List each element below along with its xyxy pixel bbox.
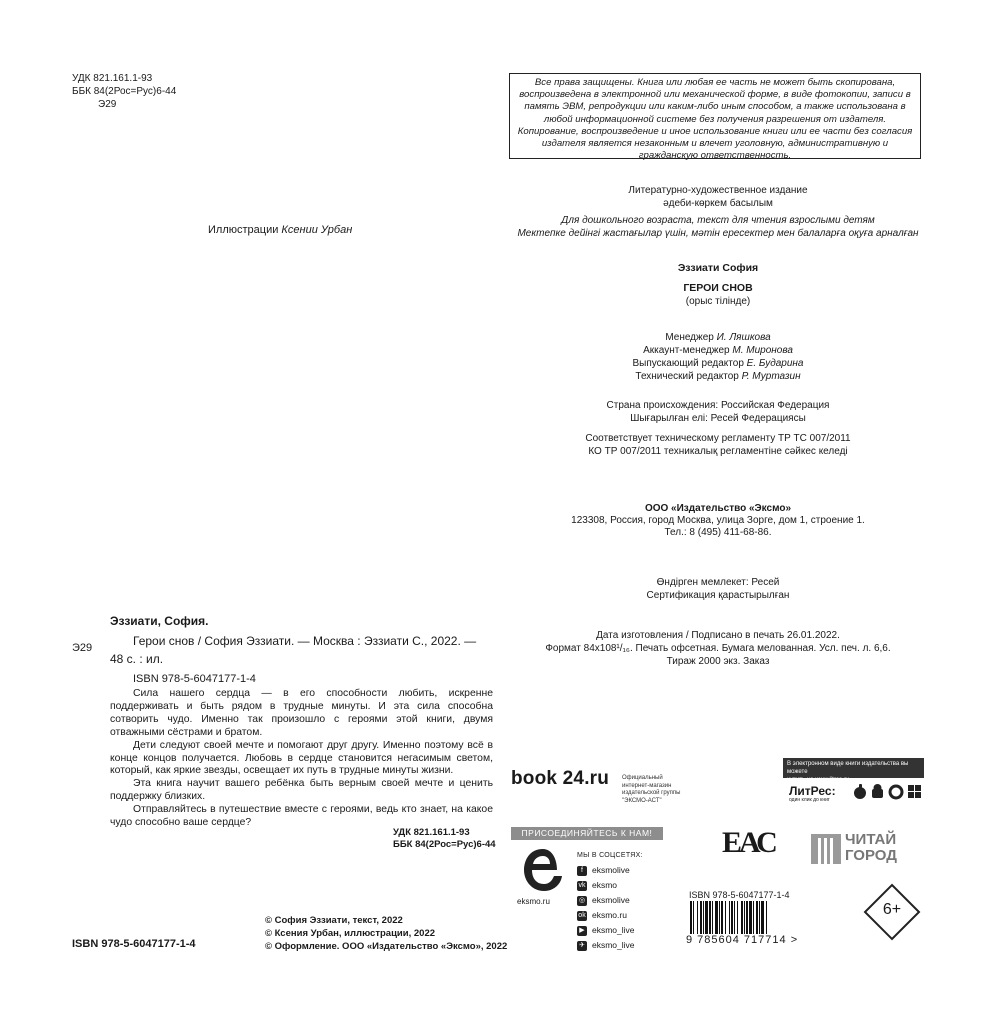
social-ok: ok eksmo.ru bbox=[578, 910, 627, 920]
social-instagram: ◎ eksmolive bbox=[578, 895, 630, 905]
age-note-ru: Для дошкольного возраста, текст для чтения взрослыми детям bbox=[561, 215, 875, 226]
print-info bbox=[500, 629, 936, 668]
ok-icon: ok bbox=[578, 911, 586, 919]
litres-tagline: один клик до книг bbox=[789, 797, 830, 803]
chitai-gorod-logo bbox=[811, 832, 927, 871]
chitai-line2: ГОРОД bbox=[845, 847, 897, 864]
card-isbn: ISBN 978-5-6047177-1-4 bbox=[133, 673, 256, 685]
card-author: Эззиати, София. bbox=[110, 614, 209, 628]
annotation-paragraph: Эта книга научит вашего ребёнка быть верным своей мечте и ценить поддержку близких. bbox=[110, 778, 493, 803]
platform-icons bbox=[852, 784, 924, 805]
litres-logo: ЛитРес: bbox=[789, 784, 836, 798]
apple-icon bbox=[854, 784, 866, 799]
print-format: Формат 84x108¹/₁₆. Печать офсетная. Бумага мелованная. Усл. печ. л. 6,6. bbox=[545, 643, 891, 654]
staff-account-manager: Аккаунт-менеджер М. Миронова bbox=[643, 345, 793, 356]
copyright-line: © София Эззиати, текст, 2022 bbox=[265, 915, 403, 926]
vk-icon: vk bbox=[578, 881, 586, 889]
windows-icon bbox=[908, 785, 921, 798]
age-rating-badge bbox=[863, 883, 921, 941]
facebook-icon: f bbox=[577, 866, 587, 876]
card-bbk: ББК 84(2Рос=Рус)6-44 bbox=[393, 839, 496, 850]
isbn-bottom: ISBN 978-5-6047177-1-4 bbox=[72, 938, 196, 950]
social-telegram: ✈ eksmo_live bbox=[577, 939, 635, 951]
youtube-icon: ▶ bbox=[577, 926, 587, 936]
udk-block-top bbox=[72, 72, 176, 111]
staff-editor: Выпускающий редактор Е. Бударина bbox=[632, 358, 804, 369]
card-pages: 48 с. : ил. bbox=[110, 652, 164, 666]
origin-ru: Страна происхождения: Российская Федерация bbox=[606, 400, 830, 411]
join-us-banner: ПРИСОЕДИНЯЙТЕСЬ К НАМ! bbox=[511, 827, 663, 840]
book24-logo: book 24.ru bbox=[511, 768, 610, 789]
card-code: Э29 bbox=[72, 642, 93, 654]
author-code: Э29 bbox=[98, 99, 117, 110]
social-title: МЫ В СОЦСЕТЯХ: bbox=[577, 852, 643, 859]
social-facebook: f eksmolive bbox=[577, 864, 630, 876]
origin-kz: Шығарылған елі: Ресей Федерациясы bbox=[630, 413, 806, 424]
maker-kz: Өндірген мемлекет: Ресей bbox=[656, 577, 780, 588]
card-description: Герои снов / София Эззиати. — Москва : Эззиати С., 2022. — bbox=[133, 634, 477, 648]
annotation-paragraph: Дети следуют своей мечте и помогают друг другу. Именно поэтому всё в конце концов получается. Любовь в сердце становится негасимым светом, который, как яркие звезды, освещает их путь в трудные минуты жизни. bbox=[110, 739, 493, 777]
annotation-paragraph: Сила нашего сердца — в его способности любить, искренне поддерживать и быть рядом в трудные минуты. И эта сила способна сотворить чудо. Именно так произошло с героями этой книги, двумя отважными сёстрами и братом. bbox=[110, 688, 493, 738]
publisher-phone: Тел.: 8 (495) 411-68-86. bbox=[664, 527, 772, 538]
imprint-author: Эззиати София bbox=[677, 262, 759, 274]
book24-description: Официальный интернет-магазин издательской группы "ЭКСМО-АСТ" bbox=[622, 775, 681, 804]
edition-type-ru: Литературно-художественное издание bbox=[628, 185, 808, 196]
staff-tech-editor: Технический редактор Р. Муртазин bbox=[635, 371, 801, 382]
print-date: Дата изготовления / Подписано в печать 26.01.2022. bbox=[596, 630, 840, 641]
eksmo-logo-icon bbox=[521, 845, 565, 900]
litres-banner: В электронном виде книги издательства вы можете купить на www.litres.ru bbox=[783, 758, 924, 778]
card-classification bbox=[393, 827, 496, 851]
annotation bbox=[110, 688, 493, 830]
rights-notice: Все права защищены. Книга или любая ее часть не может быть скопирована, воспроизведена в электронной или механической форме, в виде фотокопии, записи в память ЭВМ, репродукции или каким-либо иным способом, а также использована в любой информационной системе без получения разрешения от издателя. Копирование, воспроизведение и иное использование книги или ее части без согласия издателя является незаконным и влечет уголовную, административную и гражданскую ответственность. bbox=[509, 73, 921, 159]
gear-icon bbox=[890, 786, 902, 798]
social-youtube: ▶ eksmo_live bbox=[577, 924, 635, 936]
book-title: ГЕРОИ СНОВ bbox=[683, 282, 753, 294]
barcode-isbn: ISBN 978-5-6047177-1-4 bbox=[689, 890, 790, 900]
eac-mark: ЕАС bbox=[722, 826, 775, 859]
staff-manager: Менеджер И. Ляшкова bbox=[665, 332, 771, 343]
publisher-address: 123308, Россия, город Москва, улица Зорге, дом 1, строение 1. bbox=[571, 515, 865, 526]
print-run: Тираж 2000 экз. Заказ bbox=[666, 656, 770, 667]
cert-kz: Сертификация қарастырылған bbox=[646, 590, 790, 601]
chitai-line1: ЧИТАЙ bbox=[845, 831, 897, 848]
language-note: (орыс тілінде) bbox=[685, 296, 751, 307]
eksmo-url: eksmo.ru bbox=[517, 897, 550, 906]
copyright-line: © Ксения Урбан, иллюстрации, 2022 bbox=[265, 928, 436, 939]
annotation-paragraph: Отправляйтесь в путешествие вместе с героями, ведь кто знает, на какое чудо способно ваше сердце? bbox=[110, 804, 493, 829]
regulation-kz: КО ТР 007/2011 техникалық регламентіне сәйкес келеді bbox=[588, 446, 848, 457]
barcode-number: 9 785604 717714 > bbox=[686, 934, 799, 946]
card-udk: УДК 821.161.1-93 bbox=[393, 827, 470, 838]
bbk-code: ББК 84(2Рос=Рус)6-44 bbox=[72, 86, 177, 97]
age-rating: 6+ bbox=[882, 901, 902, 918]
copyright-line: © Оформление. ООО «Издательство «Эксмо», 2022 bbox=[265, 941, 508, 952]
instagram-icon: ◎ bbox=[578, 896, 586, 904]
age-note-kz: Мектепке дейінгі жастағылар үшін, мәтін ересектер мен балаларға оқуға арналған bbox=[517, 228, 919, 239]
social-vk: vk eksmo bbox=[578, 880, 618, 890]
telegram-icon: ✈ bbox=[577, 941, 587, 951]
android-icon bbox=[872, 784, 883, 798]
publisher-name: ООО «Издательство «Эксмо» bbox=[644, 503, 792, 514]
illustrations-credit: Иллюстрации Ксении Урбан bbox=[208, 224, 353, 236]
copyright-block bbox=[265, 914, 507, 953]
edition-type-kz: әдеби-көркем басылым bbox=[663, 198, 773, 209]
regulation-ru: Соответствует техническому регламенту ТР ТС 007/2011 bbox=[585, 433, 851, 444]
udk-code: УДК 821.161.1-93 bbox=[72, 73, 153, 84]
